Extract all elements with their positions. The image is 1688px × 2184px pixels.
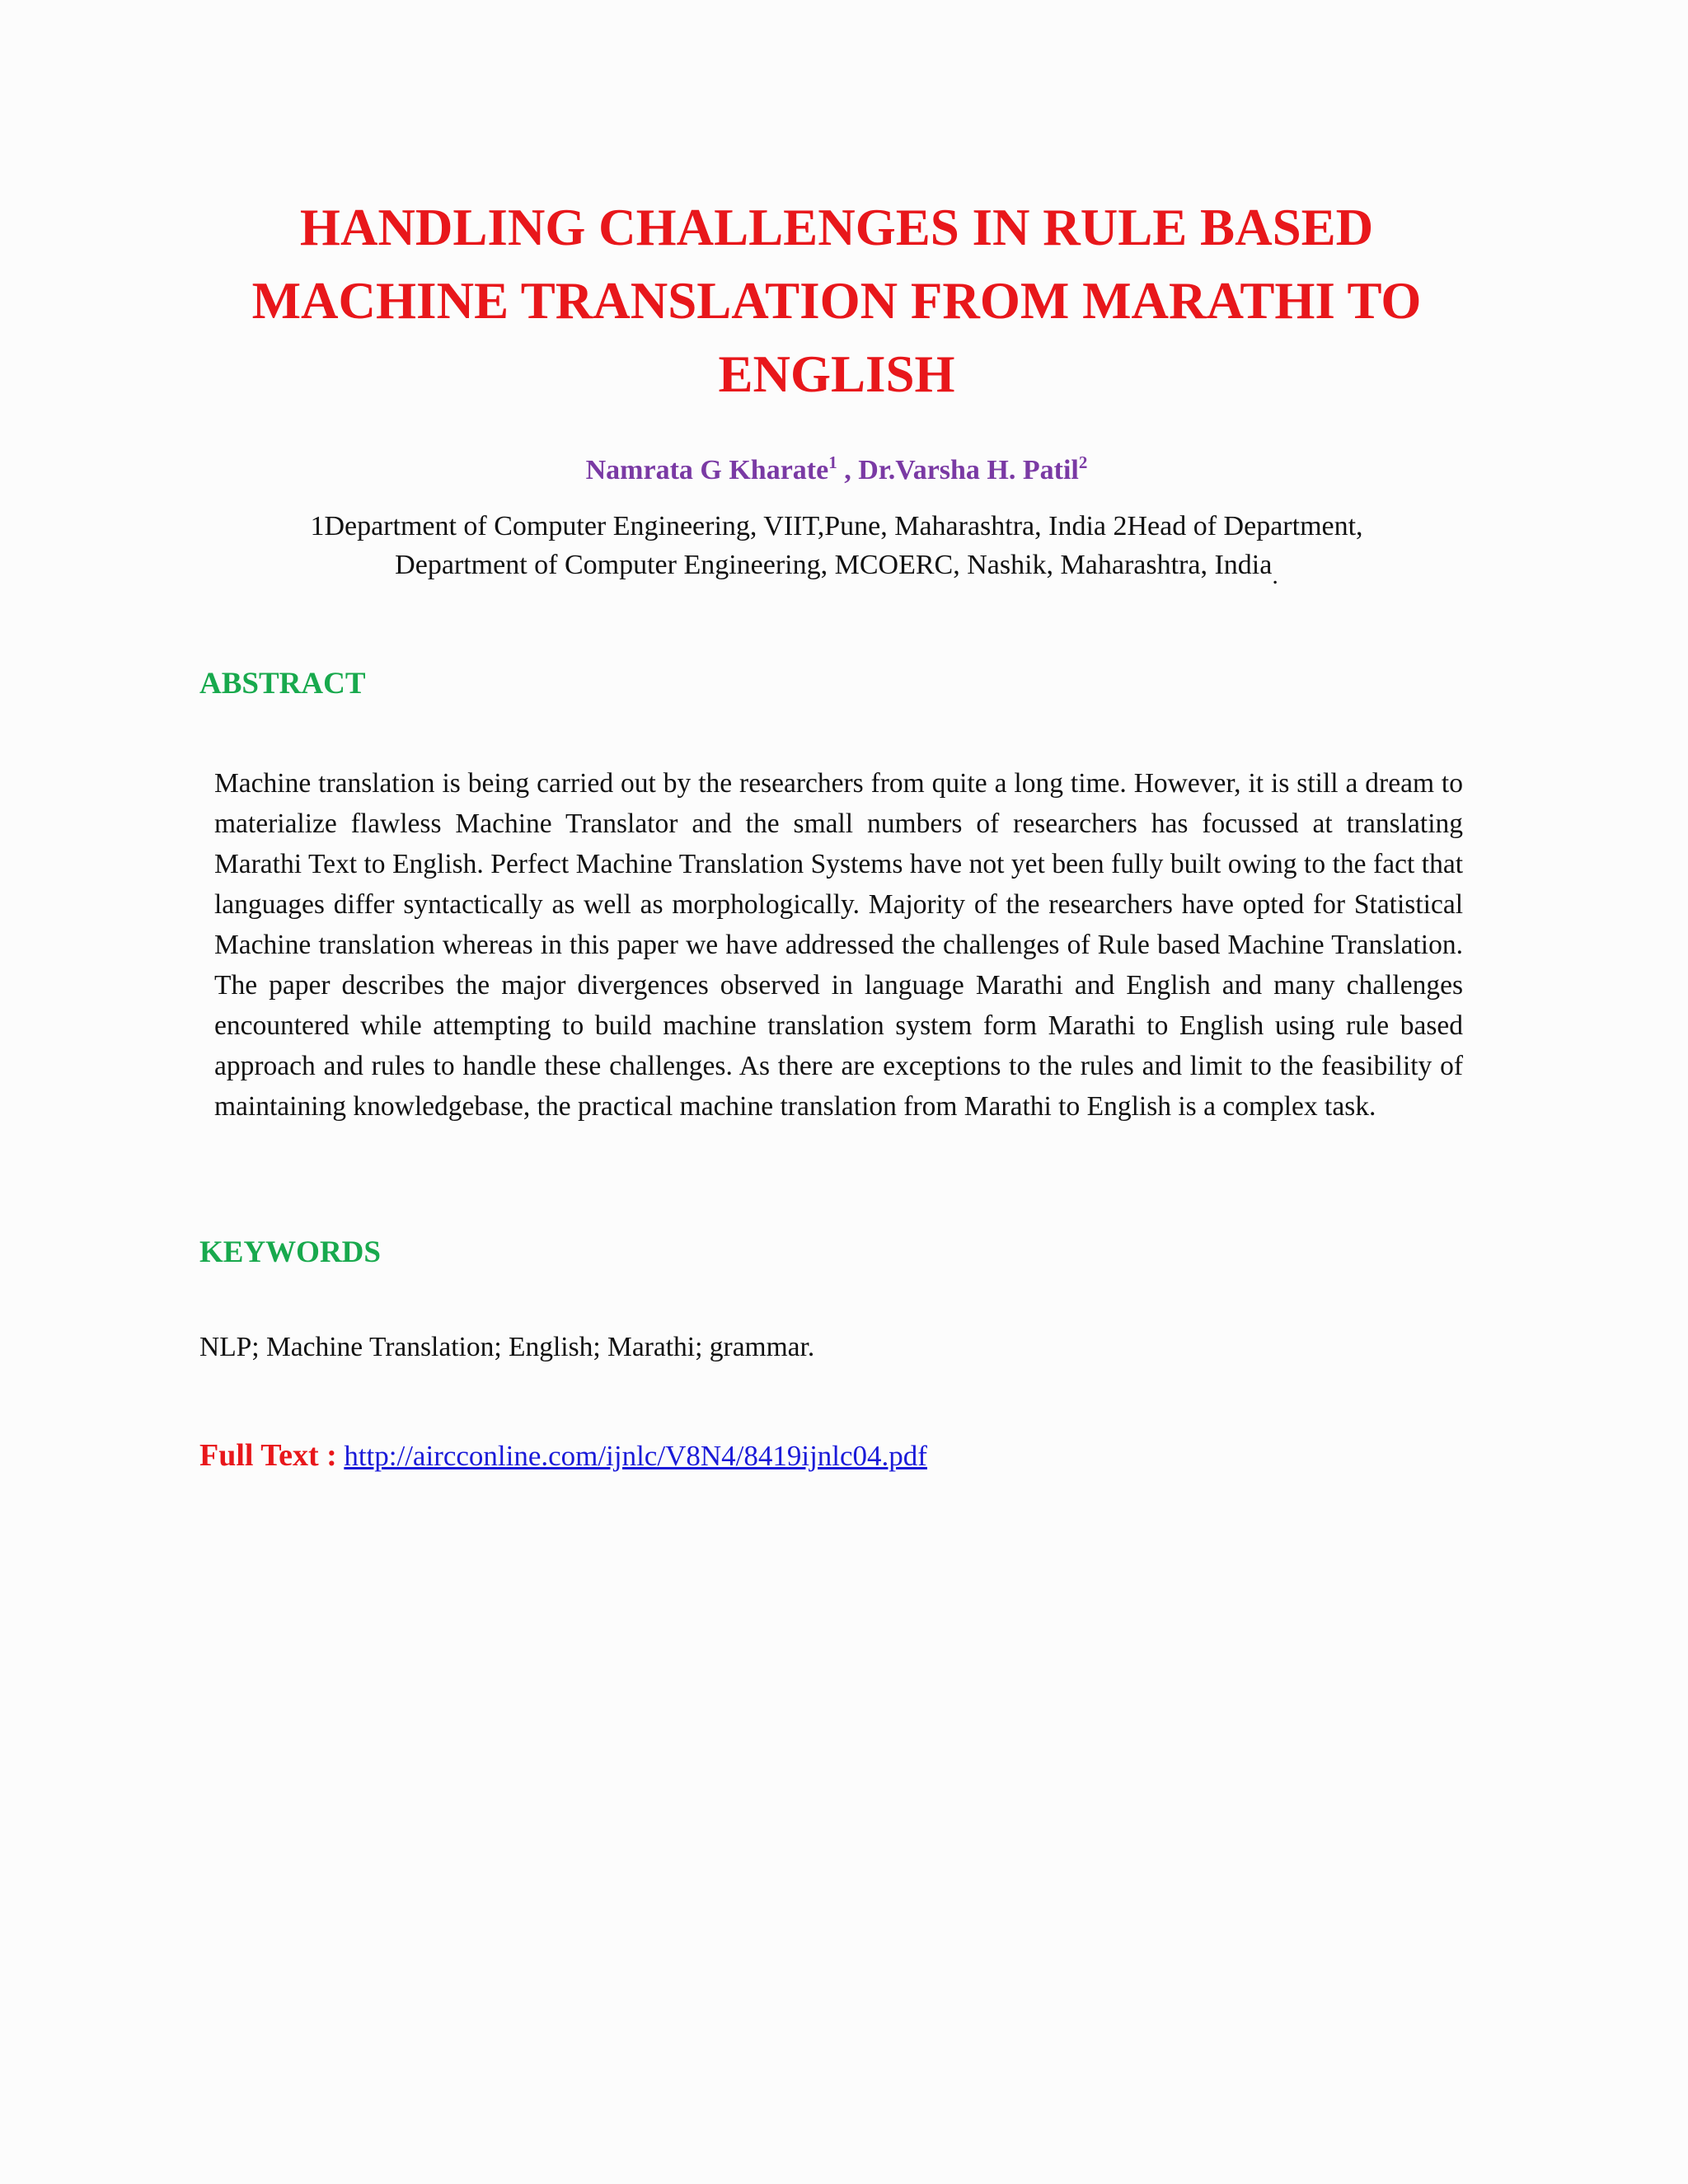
author-affiliation-marker: 1 — [828, 452, 837, 472]
author-name: Namrata G Kharate — [585, 455, 829, 485]
full-text-link[interactable]: http://aircconline.com/ijnlc/V8N4/8419ijnlc04.pdf — [344, 1440, 927, 1472]
author-affiliation-marker: 2 — [1078, 452, 1088, 472]
author-name: Dr.Varsha H. Patil — [858, 455, 1079, 485]
affiliation-trailing-mark: . — [1272, 562, 1278, 589]
paper-title: HANDLING CHALLENGES IN RULE BASED MACHINE TRANSLATION FROM MARATHI TO ENGLISH — [251, 199, 1422, 403]
author-separator: , — [837, 455, 859, 485]
affiliation — [305, 507, 1368, 595]
affiliation-text: 1Department of Computer Engineering, VIIT,Pune, Maharashtra, India 2Head of Department, Department of Computer Engineering, MCOERC, Nashik, Maharashtra, India — [310, 511, 1363, 580]
author-line — [206, 442, 1467, 499]
full-text-line — [199, 1432, 927, 1480]
abstract-body: Machine translation is being carried out by the researchers from quite a long time. However, it is still a dream to materialize flawless Machine Translator and the small numbers of researchers has focussed at translating Marathi Text to English. Perfect Machine Translation Systems have not yet been fully built owing to the fact that languages differ syntactically as well as morphologically. Majority of the researchers have opted for Statistical Machine translation whereas in this paper we have addressed the challenges of Rule based Machine Translation. The paper describes the major divergences observed in language Marathi and English and many challenges encountered while attempting to build machine translation system form Marathi to English using rule based approach and rules to handle these challenges. As there are exceptions to the rules and limit to the feasibility of maintaining knowledgebase, the practical machine translation from Marathi to English is a complex task. — [214, 768, 1463, 1122]
abstract-heading: ABSTRACT — [199, 667, 366, 701]
keywords-heading: KEYWORDS — [199, 1235, 381, 1269]
keywords-list: NLP; Machine Translation; English; Marathi; grammar. — [199, 1332, 815, 1362]
full-text-label: Full Text : — [199, 1438, 337, 1473]
